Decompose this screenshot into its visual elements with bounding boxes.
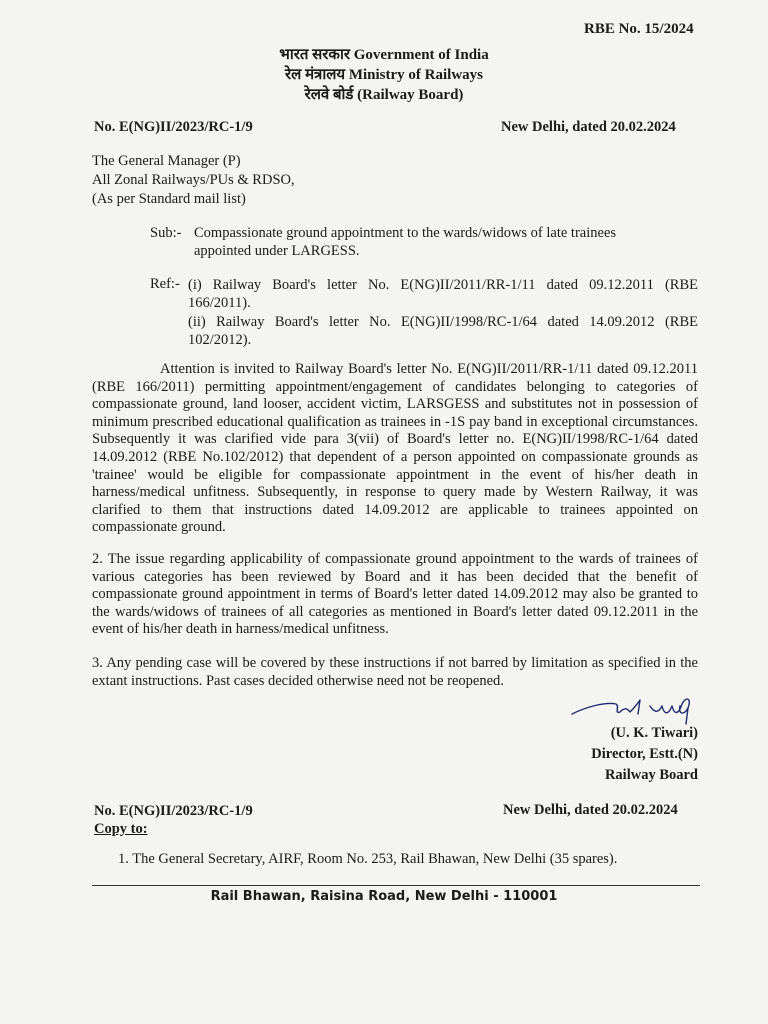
signatory-name: (U. K. Tiwari)	[610, 725, 698, 741]
signatory-office: Railway Board	[604, 767, 698, 783]
copy-block	[94, 802, 253, 838]
footer-divider	[92, 885, 700, 886]
rbe-number: RBE No. 15/2024	[584, 21, 694, 37]
addressee-line-2: All Zonal Railways/PUs & RDSO,	[92, 172, 295, 188]
subject-line-1: Compassionate ground appointment to the wards/widows of late trainees	[194, 225, 617, 241]
header-board: रेलवे बोर्ड (Railway Board)	[304, 87, 464, 103]
paragraph-3: 3. Any pending case will be covered by these instructions if not barred by limitation as specified in the extant instructions. Past cases decided otherwise need not be reopened.	[92, 655, 698, 689]
copy-file-number: No. E(NG)II/2023/RC-1/9	[94, 803, 253, 819]
addressee-line-3: (As per Standard mail list)	[92, 191, 246, 207]
header-government: भारत सरकार Government of India	[279, 47, 489, 63]
paragraph-2: 2. The issue regarding applicability of compassionate ground appointment to the wards of trainees of various categories has been reviewed by Board and it has been decided that the benefit of compassionate ground appointment in terms of Board's letter dated 14.09.2012 may also be granted to the wards/widows of trainees of all categories as mentioned in Board's letter dated 09.12.2011 in the event of his/her death in harness/medical unfitness.	[92, 551, 698, 638]
reference-1: (i) Railway Board's letter No. E(NG)II/2011/RR-1/11 dated 09.12.2011 (RBE 166/2011).	[188, 277, 698, 311]
paragraph-1: Attention is invited to Railway Board's letter No. E(NG)II/2011/RR-1/11 dated 09.12.2011 (RBE 166/2011) permitting appointment/engagement of candidates belonging to categories of compassionate ground, land looser, accident victim, LARSGESS and substitutes not in possession of minimum prescribed educational qualification as trainees in -1S pay band in exceptional circumstances. Subsequently it was clarified vide para 3(vii) of Board's letter no. E(NG)II/1998/RC-1/64 dated 14.09.2012 (RBE No.102/2012) that dependent of a person appointed on compassionate grounds as 'trainee' would be eligible for compassionate appointment in the event of his/her death in harness/medical unfitness. Subsequently, in response to query made by Western Railway, it was clarified to them that instructions dated 14.09.2012 are applicable to trainees appointed on compassionate ground.	[92, 361, 698, 536]
reference-2: (ii) Railway Board's letter No. E(NG)II/1998/RC-1/64 dated 14.09.2012 (RBE 102/2012).	[188, 314, 698, 348]
signatory-designation: Director, Estt.(N)	[591, 746, 698, 762]
footer-address: Rail Bhawan, Raisina Road, New Delhi - 110001	[210, 889, 558, 904]
reference-label: Ref:-	[150, 276, 180, 292]
header-ministry: रेल मंत्रालय Ministry of Railways	[285, 67, 483, 83]
addressee-line-1: The General Manager (P)	[92, 153, 241, 169]
subject-label: Sub:-	[150, 225, 182, 241]
subject-line-2: appointed under LARGESS.	[194, 243, 360, 259]
copy-item-1: 1. The General Secretary, AIRF, Room No. 253, Rail Bhawan, New Delhi (35 spares).	[118, 851, 618, 867]
letter-date: New Delhi, dated 20.02.2024	[501, 119, 676, 135]
copy-to-heading: Copy to:	[94, 821, 148, 837]
file-number: No. E(NG)II/2023/RC-1/9	[94, 119, 253, 135]
subject	[150, 224, 670, 260]
copy-date: New Delhi, dated 20.02.2024	[503, 802, 678, 818]
